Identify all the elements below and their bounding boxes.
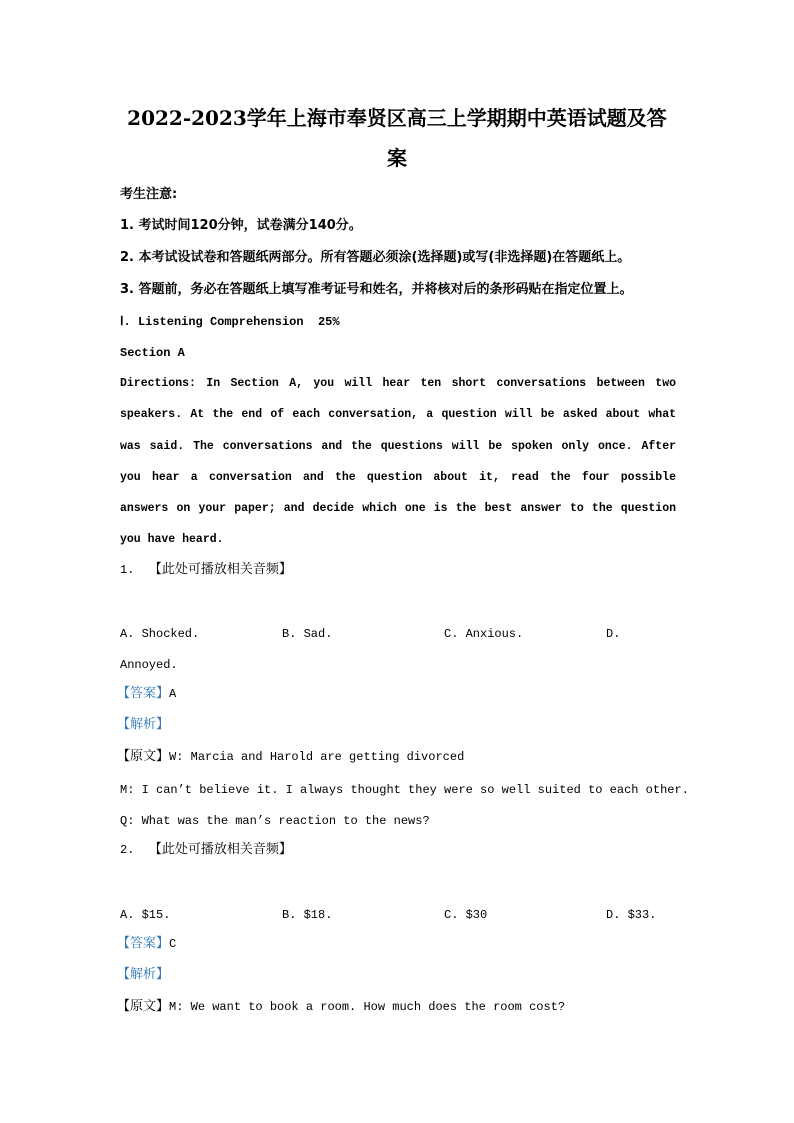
- script-text: M: We want to book a room. How much does the room cost?: [169, 1000, 566, 1014]
- directions-line: you hear a conversation and the question about it, read the four possible: [120, 471, 676, 484]
- option-d-text: Annoyed.: [120, 658, 178, 672]
- section-heading: Section A: [120, 346, 185, 360]
- script-line: [117, 749, 464, 765]
- directions-line: Directions: In Section A, you will hear ten short conversations between two: [120, 377, 676, 390]
- question-number: 2.: [120, 843, 135, 857]
- audio-placeholder[interactable]: 【此处可播放相关音频】: [148, 842, 292, 857]
- document-title-cont: 案: [387, 146, 407, 170]
- question-number: 1.: [120, 563, 135, 577]
- option-a: A. Shocked.: [120, 627, 200, 641]
- option-d: D. $33.: [606, 908, 657, 922]
- directions-line: answers on your paper; and decide which one is the best answer to the question: [120, 502, 676, 515]
- answer-label: 【答案】: [117, 936, 170, 951]
- script-line: M: I can’t believe it. I always thought they were so well suited to each other.: [120, 783, 689, 797]
- answer-line: [117, 936, 176, 952]
- audio-placeholder[interactable]: 【此处可播放相关音频】: [148, 562, 292, 577]
- question-1: [120, 562, 292, 578]
- option-a: A. $15.: [120, 908, 171, 922]
- answer-label: 【答案】: [117, 686, 170, 701]
- answer-value: C: [169, 937, 177, 951]
- analysis-label: 【解析】: [117, 717, 170, 732]
- option-c: C. $30: [444, 908, 488, 922]
- notice-item: 2. 本考试设试卷和答题纸两部分。所有答题必须涂(选择题)或写(非选择题)在答题纸上。: [120, 250, 631, 265]
- notice-item: 3. 答题前，务必在答题纸上填写准考证号和姓名，并将核对后的条形码贴在指定位置上。: [120, 282, 633, 297]
- directions-line: was said. The conversations and the questions will be spoken only once. After: [120, 440, 676, 453]
- option-b: B. Sad.: [282, 627, 333, 641]
- directions-line: speakers. At the end of each conversation, a question will be asked about what: [120, 408, 676, 421]
- question-2: [120, 842, 292, 858]
- option-d: D.: [606, 627, 621, 641]
- script-line: Q: What was the man’s reaction to the news?: [120, 814, 430, 828]
- option-c: C. Anxious.: [444, 627, 524, 641]
- script-text: W: Marcia and Harold are getting divorced: [169, 750, 465, 764]
- script-line: [117, 999, 565, 1015]
- part-heading: Ⅰ. Listening Comprehension 25%: [120, 315, 340, 329]
- answer-value: A: [169, 687, 177, 701]
- analysis-label: 【解析】: [117, 967, 170, 982]
- option-b: B. $18.: [282, 908, 333, 922]
- notice-item: 1. 考试时间120分钟，试卷满分140分。: [120, 218, 362, 233]
- notice-heading: 考生注意:: [120, 187, 178, 202]
- script-label: 【原文】: [117, 749, 170, 764]
- document-title: 2022-2023学年上海市奉贤区高三上学期期中英语试题及答: [127, 106, 667, 130]
- directions-line: you have heard.: [120, 533, 224, 546]
- script-label: 【原文】: [117, 999, 170, 1014]
- answer-line: [117, 686, 176, 702]
